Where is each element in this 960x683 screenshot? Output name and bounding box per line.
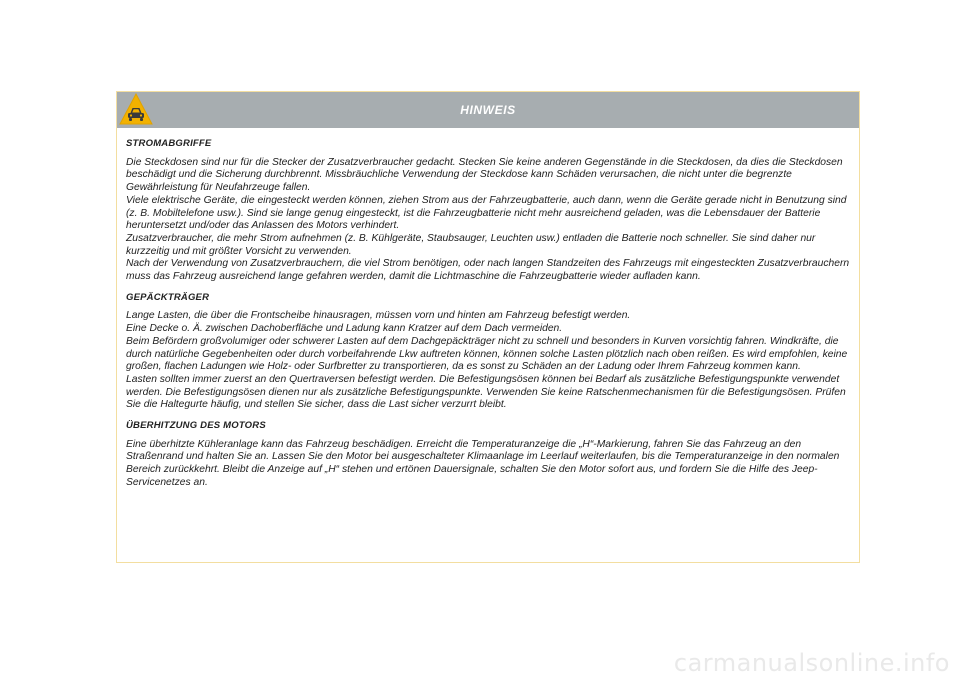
notice-box	[116, 91, 860, 563]
section-heading: ÜBERHITZUNG DES MOTORS	[126, 420, 266, 432]
section-heading: GEPÄCKTRÄGER	[126, 291, 210, 303]
notice-header	[117, 92, 859, 128]
section-paragraph: Lange Lasten, die über die Frontscheibe hinausragen, müssen vorn und hinten am Fahrzeug befestigt werden.	[126, 310, 631, 322]
section-paragraph: Eine überhitzte Kühleranlage kann das Fahrzeug beschädigen. Erreicht die Temperaturanzeige die „H“-Markierung, fahren Sie das Fahrzeug an den Straßenrand und halten Sie an. Lassen Sie den Motor bei ausgeschalteter Klimaanlage im Leerlauf weiterlaufen, bis die Temperaturanzeige in den normalen Bereich zurückkehrt. Bleibt die Anzeige auf „H“ stehen und ertönen Dauersignale, schalten Sie den Motor sofort aus, und fordern Sie die Hilfe des Jeep-Servicenetzes an.	[126, 438, 840, 488]
section-ueberhitzung	[126, 420, 856, 490]
section-stromabgriffe	[126, 138, 856, 284]
notice-body	[126, 138, 856, 498]
section-paragraph: Zusatzverbraucher, die mehr Strom aufnehmen (z. B. Kühlgeräte, Staubsauger, Leuchten usw.) entladen die Batterie noch schneller. Sie sind daher nur kurzzeitig und mit größter Vorsicht zu verwenden.	[126, 232, 816, 257]
section-heading: STROMABGRIFFE	[126, 138, 212, 149]
notice-title: HINWEIS	[460, 103, 516, 117]
section-gepaecktraeger	[126, 292, 856, 412]
section-paragraph: Nach der Verwendung von Zusatzverbrauchern, die viel Strom benötigen, oder nach langen Standzeiten des Fahrzeugs mit eingesteckten Zusatzverbrauchern muss das Fahrzeug ausreichend lange gefahren werden, damit die Lichtmaschine die Fahrzeugbatterie wieder aufladen kann.	[126, 258, 850, 283]
section-paragraph: Lasten sollten immer zuerst an den Quertraversen befestigt werden. Die Befestigungsösen können bei Bedarf als zusätzliche Befestigungspunkte verwendet werden. Die Befestigungsösen dienen nur als zusätzliche Befestigungspunkte. Verwenden Sie keine Ratschenmechanismen für die Befestigungsösen. Prüfen Sie die Haltegurte häufig, und stellen Sie sicher, dass die Last sicher verzurrt bleibt.	[126, 373, 846, 411]
watermark-text: carmanualsonline.info	[673, 649, 950, 677]
section-paragraph: Die Steckdosen sind nur für die Stecker der Zusatzverbraucher gedacht. Stecken Sie keine anderen Gegenstände in die Steckdosen, da dies die Steckdosen beschädigt und die Sicherung durchbrennt. Missbräuchliche Verwendung der Steckdose kann Schäden verursachen, die nicht unter die begrenzte Gewährleistung für Neufahrzeuge fallen.	[126, 156, 843, 194]
section-paragraph: Eine Decke o. Ä. zwischen Dachoberfläche und Ladung kann Kratzer auf dem Dach vermeiden.	[126, 323, 563, 335]
section-paragraph: Viele elektrische Geräte, die eingesteckt werden können, ziehen Strom aus der Fahrzeugbatterie, auch dann, wenn die Geräte gerade nicht in Benutzung sind (z. B. Mobiltelefone usw.). Sind sie lange genug eingesteckt, ist die Fahrzeugbatterie nicht mehr ausreichend geladen, was die Lebensdauer der Batterie heruntersetzt und/oder das Anlassen des Motors verhindert.	[126, 194, 847, 232]
section-paragraph: Beim Befördern großvolumiger oder schwerer Lasten auf dem Dachgepäckträger nicht zu schnell und besonders in Kurven vorsichtig fahren. Windkräfte, die durch natürliche Gegebenheiten oder durch vorbeifahrende Lkw auftreten können, können solche Lasten plötzlich nach oben reißen. Es wird empfohlen, keine großen, flachen Ladungen wie Holz- oder Surfbretter zu transportieren, da es sonst zu Schäden an der Ladung oder Ihrem Fahrzeug kommen kann.	[126, 335, 848, 373]
